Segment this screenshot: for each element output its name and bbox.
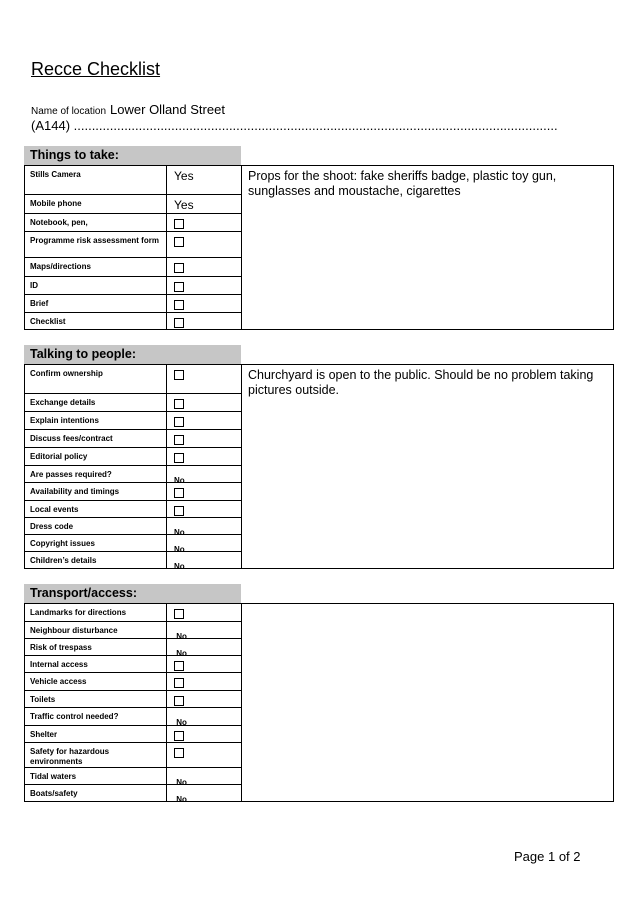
checklist-row — [25, 622, 242, 639]
checklist-row — [25, 277, 242, 295]
checklist-row — [25, 430, 242, 448]
checklist-item-value-cell — [167, 483, 242, 500]
checklist-row — [25, 232, 242, 258]
location-value: Lower Olland Street — [110, 102, 225, 117]
checklist-item-label: Local events — [25, 501, 167, 517]
checklist-item-value-cell — [167, 535, 242, 554]
checkbox-icon[interactable] — [174, 417, 184, 427]
checklist-item-label: Traffic control needed? — [25, 708, 167, 725]
checklist-row — [25, 313, 242, 330]
checkbox-icon[interactable] — [174, 370, 184, 380]
checklist-item-value-cell — [167, 708, 242, 725]
checkbox-icon[interactable] — [174, 488, 184, 498]
checklist-item-value: No — [174, 795, 187, 804]
checklist-item-label: Boats/safety — [25, 785, 167, 802]
checklist-item-value: No — [174, 778, 187, 787]
section-transport-access — [24, 584, 614, 802]
checklist-row — [25, 258, 242, 277]
checklist-row — [25, 552, 242, 569]
checklist-item-label: Explain intentions — [25, 412, 167, 429]
checklist-item-value-cell — [167, 214, 242, 231]
checklist-row — [25, 535, 242, 552]
checklist-item-label: Availability and timings — [25, 483, 167, 500]
checklist-row — [25, 743, 242, 768]
checklist-item-value-cell — [167, 726, 242, 742]
checklist-item-value-cell — [167, 501, 242, 517]
checklist-item-label: Checklist — [25, 313, 167, 330]
checklist-item-label: Mobile phone — [25, 195, 167, 213]
checkbox-icon[interactable] — [174, 453, 184, 463]
checklist-item-label: Toilets — [25, 691, 167, 707]
checklist-row — [25, 365, 242, 394]
checklist-rows — [25, 604, 242, 802]
checklist-item-value: No — [174, 649, 187, 658]
checklist-row — [25, 518, 242, 535]
checklist-row — [25, 768, 242, 785]
checklist-row — [25, 394, 242, 412]
section-table — [24, 603, 614, 802]
checklist-row — [25, 295, 242, 313]
checklist-row — [25, 785, 242, 802]
checklist-item-label: Children’s details — [25, 552, 167, 569]
checklist-rows — [25, 166, 242, 330]
section-table — [24, 165, 614, 330]
checklist-item-value-cell — [167, 394, 242, 411]
checklist-item-label: Internal access — [25, 656, 167, 672]
checklist-row — [25, 466, 242, 483]
section-heading: Talking to people: — [24, 345, 241, 364]
checklist-item-label: ID — [25, 277, 167, 294]
checklist-row — [25, 604, 242, 622]
checklist-item-value: No — [174, 545, 185, 554]
checklist-item-value-cell — [167, 258, 242, 276]
checklist-row — [25, 673, 242, 691]
location-label: Name of location — [31, 106, 107, 117]
checklist-item-value: No — [174, 528, 185, 537]
checkbox-icon[interactable] — [174, 237, 184, 247]
checklist-item-value-cell — [167, 430, 242, 447]
checklist-item-value-cell — [167, 448, 242, 465]
checkbox-icon[interactable] — [174, 661, 184, 671]
checkbox-icon[interactable] — [174, 263, 184, 273]
checkbox-icon[interactable] — [174, 748, 184, 758]
checklist-item-value-cell — [167, 466, 242, 485]
checkbox-icon[interactable] — [174, 609, 184, 619]
checklist-item-value-cell — [167, 639, 242, 658]
checklist-item-value: No — [174, 476, 185, 485]
checklist-item-label: Editorial policy — [25, 448, 167, 465]
checkbox-icon[interactable] — [174, 318, 184, 328]
checklist-row — [25, 483, 242, 501]
checklist-item-label: Confirm ownership — [25, 365, 167, 393]
checklist-item-label: Shelter — [25, 726, 167, 742]
checkbox-icon[interactable] — [174, 300, 184, 310]
checkbox-icon[interactable] — [174, 506, 184, 516]
checklist-item-value-cell — [167, 518, 242, 537]
checklist-row — [25, 726, 242, 743]
section-things-to-take — [24, 146, 614, 330]
checklist-row — [25, 195, 242, 214]
checklist-item-label: Brief — [25, 295, 167, 312]
checklist-item-value: Yes — [174, 198, 194, 212]
checklist-item-value: Yes — [174, 169, 194, 183]
page-title: Recce Checklist — [31, 59, 161, 79]
section-heading: Things to take: — [24, 146, 241, 165]
checklist-item-label: Maps/directions — [25, 258, 167, 276]
checklist-row — [25, 214, 242, 232]
checklist-item-label: Risk of trespass — [25, 639, 167, 655]
checklist-item-label: Discuss fees/contract — [25, 430, 167, 447]
checklist-item-label: Exchange details — [25, 394, 167, 411]
checklist-item-label: Neighbour disturbance — [25, 622, 167, 638]
checklist-item-value-cell — [167, 295, 242, 312]
checklist-item-value-cell — [167, 768, 242, 787]
checklist-row — [25, 501, 242, 518]
checkbox-icon[interactable] — [174, 678, 184, 688]
section-note: Churchyard is open to the public. Should be no problem taking pictures outside. — [248, 368, 594, 397]
checklist-item-label: Landmarks for directions — [25, 604, 167, 621]
checklist-item-value-cell — [167, 785, 242, 802]
checkbox-icon[interactable] — [174, 282, 184, 292]
checklist-item-value-cell — [167, 232, 242, 257]
checklist-row — [25, 166, 242, 195]
checklist-row — [25, 691, 242, 708]
checkbox-icon[interactable] — [174, 435, 184, 445]
checklist-item-value-cell — [167, 743, 242, 767]
section-talking-to-people — [24, 345, 614, 569]
checklist-item-value-cell — [167, 277, 242, 294]
checklist-item-label: Programme risk assessment form — [25, 232, 167, 257]
checklist-item-value: No — [174, 562, 185, 571]
page-number: Page 1 of 2 — [514, 849, 581, 864]
checklist-item-label: Safety for hazardous environments — [25, 743, 167, 767]
checklist-item-value-cell — [167, 552, 242, 569]
checklist-item-value-cell — [167, 195, 242, 213]
checklist-item-value-cell — [167, 313, 242, 330]
checklist-row — [25, 412, 242, 430]
checklist-item-label: Notebook, pen, — [25, 214, 167, 231]
checklist-item-value-cell — [167, 412, 242, 429]
checklist-item-value-cell — [167, 604, 242, 621]
checkbox-icon[interactable] — [174, 399, 184, 409]
section-table — [24, 364, 614, 569]
checklist-item-value-cell — [167, 166, 242, 194]
checklist-item-label: Dress code — [25, 518, 167, 534]
checklist-item-value: No — [174, 632, 187, 641]
checklist-item-value-cell — [167, 673, 242, 690]
checklist-item-label: Vehicle access — [25, 673, 167, 690]
checklist-item-value-cell — [167, 691, 242, 707]
section-note: Props for the shoot: fake sheriffs badge, plastic toy gun, sunglasses and moustache, cigarettes — [248, 169, 557, 198]
checklist-item-value: No — [174, 718, 187, 727]
checkbox-icon[interactable] — [174, 696, 184, 706]
location-line-2: (A144) ...................................................................................................................................... — [31, 118, 558, 133]
location-line — [31, 101, 225, 119]
checklist-item-label: Copyright issues — [25, 535, 167, 551]
checklist-row — [25, 639, 242, 656]
checklist-item-value-cell — [167, 622, 242, 641]
checkbox-icon[interactable] — [174, 731, 184, 741]
checklist-item-label: Stills Camera — [25, 166, 167, 194]
checklist-row — [25, 708, 242, 726]
checklist-item-label: Tidal waters — [25, 768, 167, 784]
section-heading: Transport/access: — [24, 584, 241, 603]
checklist-item-value-cell — [167, 656, 242, 672]
checklist-item-label: Are passes required? — [25, 466, 167, 482]
checklist-row — [25, 656, 242, 673]
checklist-row — [25, 448, 242, 466]
checklist-rows — [25, 365, 242, 569]
checkbox-icon[interactable] — [174, 219, 184, 229]
checklist-item-value-cell — [167, 365, 242, 393]
